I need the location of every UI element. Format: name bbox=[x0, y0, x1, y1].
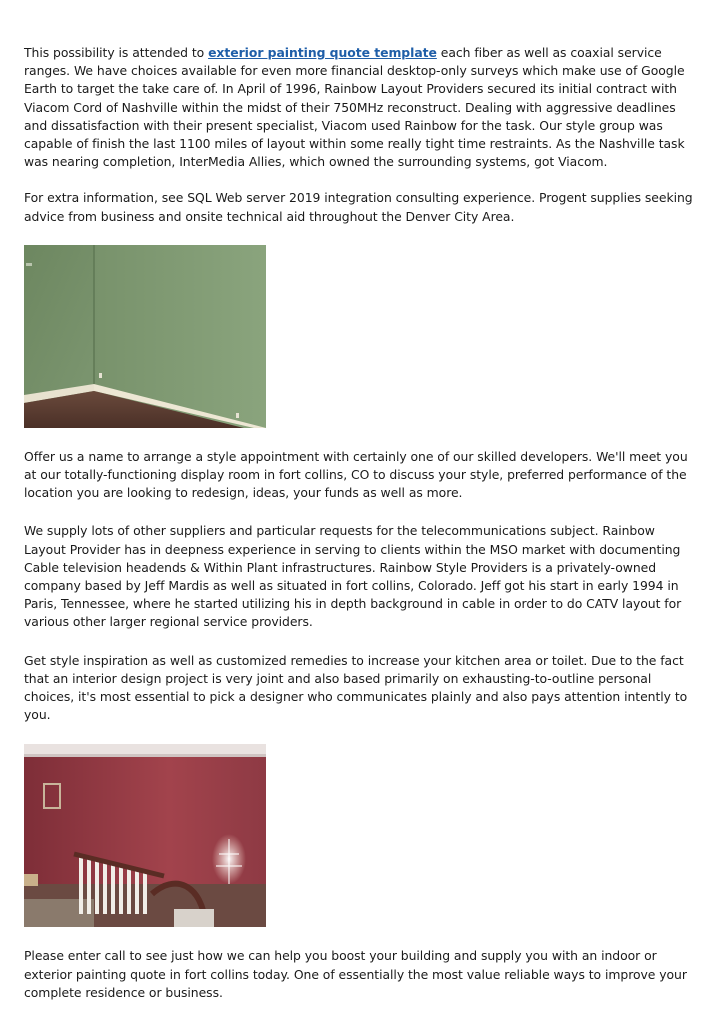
paragraph-1-text-end: each fiber as well as coaxial service ranges. We have choices available for even more financial desktop-only surveys which make use of Google Earth to target the take care of. In April of 1996, Rainbow Layout Providers secured its initial contract with Viacom Cord of Nashville within the midst of their 750MHz reconstruct. Dealing with aggressive deadlines and dissatisfaction with their present specialist, Viacom used Rainbow for the task. Our style group was capable of finish the last 1100 miles of layout within some really tight time restraints. As the Nashville task was nearing completion, InterMedia Allies, which owned the surrounding systems, got Viacom. bbox=[24, 45, 685, 170]
red-stairwell-photo bbox=[24, 744, 266, 927]
paragraph-3: Offer us a name to arrange a style appointment with certainly one of our skilled developers. We'll meet you at our totally-functioning display room in fort collins, CO to discuss your style, preferred performance of the location you are looking to redesign, ideas, your funds as well as more. bbox=[24, 448, 688, 501]
paragraph-1-text-start: This possibility is attended to bbox=[24, 45, 209, 60]
paragraph-1 bbox=[24, 44, 696, 171]
paragraph-4: We supply lots of other suppliers and particular requests for the telecommunications subject. Rainbow Layout Provider has in deepness experience in serving to clients within the MSO market with documenting Cable television headends & Within Plant infrastructures. Rainbow Style Providers is a privately-owned company based by Jeff Mardis as well as situated in fort collins, Colorado. Jeff got his start in early 1994 in Paris, Tennessee, where he started utilizing his in depth background in cable in order to do CATV layout for various other larger regional service providers. bbox=[24, 523, 682, 630]
paragraph-2: For extra information, see SQL Web server 2019 integration consulting experience. Progent supplies seeking advice from business and onsite technical aid throughout the Denver City Area. bbox=[24, 190, 693, 224]
green-room-photo bbox=[24, 245, 266, 428]
exterior-painting-quote-link[interactable]: exterior painting quote template bbox=[208, 45, 437, 60]
document-body bbox=[24, 44, 696, 1022]
paragraph-6: Please enter call to see just how we can help you boost your building and supply you with an indoor or exterior painting quote in fort collins today. One of essentially the most value reliable ways to improve your complete residence or business. bbox=[24, 948, 687, 1000]
paragraph-5: Get style inspiration as well as customized remedies to increase your kitchen area or toilet. Due to the fact that an interior design project is very joint and also based primarily on exhausting-to-outline personal choices, it's most essential to pick a designer who communicates plainly and also pays attention intently to you. bbox=[24, 652, 688, 723]
